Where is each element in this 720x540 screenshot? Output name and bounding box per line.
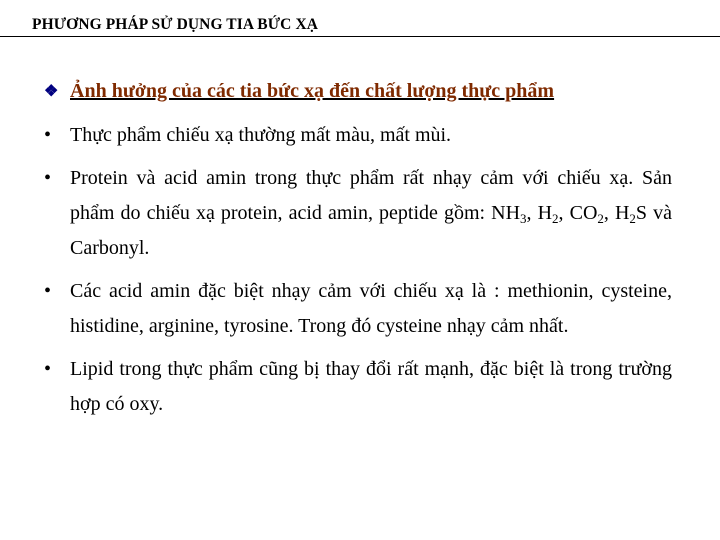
bullet-dot-icon: • bbox=[44, 358, 52, 380]
subscript: 3 bbox=[520, 211, 527, 226]
subscript: 2 bbox=[629, 211, 636, 226]
list-item bbox=[44, 352, 672, 422]
section-heading-text: Ảnh hưởng của các tia bức xạ đến chất lượng thực phẩm bbox=[70, 80, 555, 102]
bullet-text-part: Protein và acid amin trong thực phẩm rất nhạy cảm với chiếu xạ. Sản phẩm do chiếu xạ protein, acid amin, peptide gồm: NH bbox=[70, 167, 672, 224]
bullet-text-part: , H bbox=[526, 202, 553, 224]
header-divider bbox=[0, 36, 720, 37]
bullet-dot-icon: • bbox=[44, 167, 52, 189]
bullet-dot-icon: • bbox=[44, 124, 52, 146]
list-item bbox=[44, 161, 672, 266]
bullet-list bbox=[44, 118, 672, 430]
bullet-text: Lipid trong thực phẩm cũng bị thay đổi rất mạnh, đặc biệt là trong trường hợp có oxy. bbox=[70, 358, 672, 415]
bullet-text: Các acid amin đặc biệt nhạy cảm với chiếu xạ là : methionin, cysteine, histidine, arginine, tyrosine. Trong đó cysteine nhạy cảm nhất. bbox=[70, 280, 672, 337]
bullet-text: Thực phẩm chiếu xạ thường mất màu, mất mùi. bbox=[70, 124, 452, 146]
bullet-text-part: S và Carbonyl. bbox=[70, 202, 672, 259]
bullet-text-part: , H bbox=[603, 202, 630, 224]
slide-title: PHƯƠNG PHÁP SỬ DỤNG TIA BỨC XẠ bbox=[32, 16, 319, 33]
list-item bbox=[44, 118, 672, 153]
bullet-text bbox=[70, 167, 672, 259]
diamond-bullet-icon: ❖ bbox=[44, 83, 59, 100]
bullet-text-part: , CO bbox=[558, 202, 598, 224]
section-heading bbox=[44, 80, 704, 103]
list-item bbox=[44, 274, 672, 344]
subscript: 2 bbox=[552, 211, 559, 226]
subscript: 2 bbox=[597, 211, 604, 226]
bullet-dot-icon: • bbox=[44, 280, 52, 302]
